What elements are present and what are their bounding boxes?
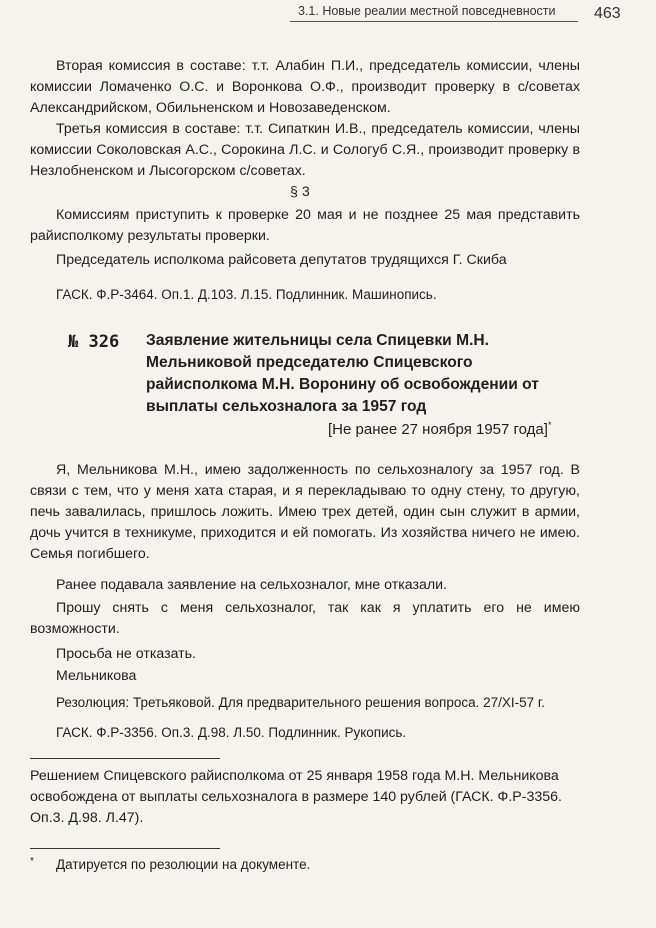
header-rule — [290, 21, 578, 22]
footnote-text: Датируется по резолюции на документе. — [56, 857, 311, 872]
note-separator — [30, 758, 220, 759]
archive-source-1: ГАСК. Ф.Р-3464. Оп.1. Д.103. Л.15. Подлинник. Машинопись. — [56, 287, 437, 302]
earlier-request-paragraph: Ранее подавала заявление на сельхозналог, мне отказали. — [56, 577, 447, 593]
commission-three-paragraph: Третья комиссия в составе: т.т. Сипаткин И.В., председатель комиссии, члены комиссии Соколовская А.С., Сорокина Л.С. и Сологуб С.Я., производит проверку в Незлобненском и Лысогорском с/советах. — [30, 121, 580, 179]
document-date — [328, 420, 551, 438]
footnote-mark: * — [30, 856, 34, 867]
archive-source-2: ГАСК. Ф.Р-3356. Оп.3. Д.98. Л.50. Подлинник. Рукопись. — [56, 725, 407, 740]
request-paragraph: Прошу снять с меня сельхозналог, так как я уплатить его не имею возможности. — [30, 600, 580, 637]
statement-paragraph: Я, Мельникова М.Н., имею задолженность по сельхозналогу за 1957 год. В связи с тем, что у меня хата старая, и я перекладываю то одну стену, то другую, печь завалилась, пришлось ложить. Имею трех детей, один сын служит в армии, дочь учится в техникуме, приходится и ей помогать. Из хозяйства ничего не имею. Семья погибшего. — [30, 462, 580, 562]
chairman-signature: Председатель исполкома райсовета депутатов трудящихся Г. Скиба — [56, 252, 507, 268]
date-text: [Не ранее 27 ноября 1957 года] — [328, 421, 548, 438]
document-title: Заявление жительницы села Спицевки М.Н. Мельниковой председателю Спицевского райисполкома М.Н. Воронину об освобождении от выплаты сельхозналога за 1957 год — [146, 332, 539, 415]
section-mark: § 3 — [290, 184, 310, 200]
resolution-line: Резолюция: Третьяковой. Для предварительного решения вопроса. 27/XI-57 г. — [56, 695, 545, 710]
document-number: № 326 — [68, 332, 120, 352]
applicant-signature: Мельникова — [56, 668, 137, 684]
footnote-separator — [30, 848, 220, 849]
page-number: 463 — [594, 5, 621, 22]
editorial-note: Решением Спицевского райисполкома от 25 января 1958 года М.Н. Мельникова освобождена от выплаты сельхозналога в размере 140 рублей (ГАСК. Ф.Р-3356. Оп.3. Д.98. Л.47). — [30, 768, 562, 826]
closing-line: Просьба не отказать. — [56, 646, 197, 662]
date-footnote-mark: * — [547, 420, 552, 430]
running-head: 3.1. Новые реалии местной повседневности — [298, 4, 556, 18]
commission-two-paragraph: Вторая комиссия в составе: т.т. Алабин П.И., председатель комиссии, члены комиссии Ломаченко О.С. и Воронкова О.Ф., производит проверку в с/советах Александрийском, Обильненском и Новозаведенском. — [30, 58, 580, 116]
commission-deadline-paragraph: Комиссиям приступить к проверке 20 мая и не позднее 25 мая представить райисполкому результаты проверки. — [30, 207, 580, 244]
